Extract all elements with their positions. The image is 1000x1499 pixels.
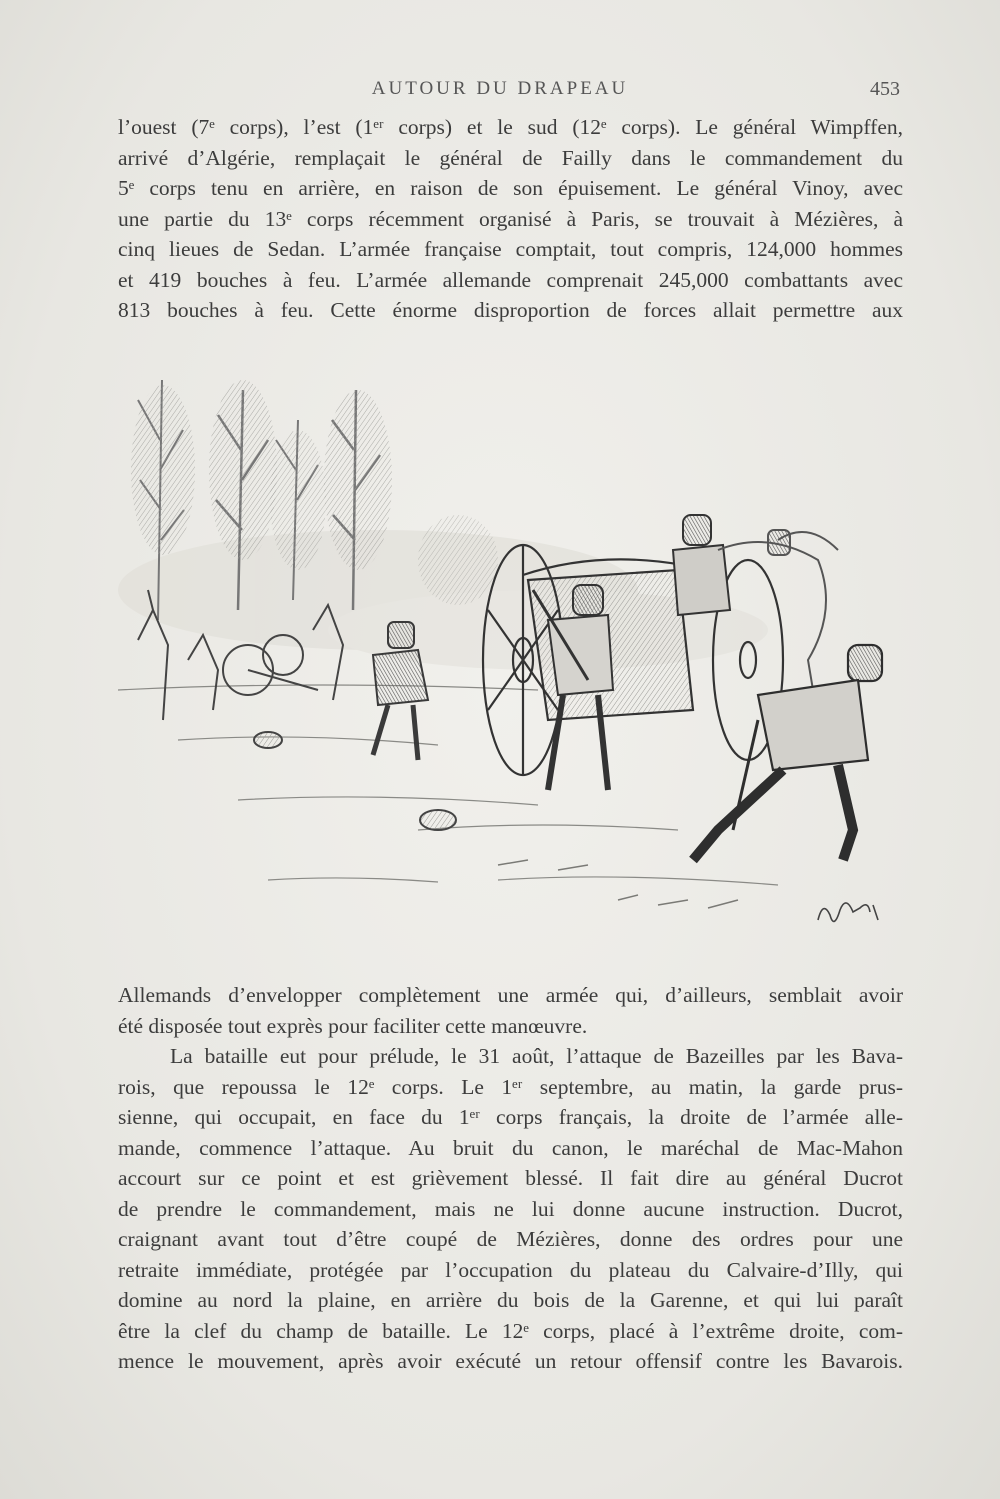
text-line: craignant avant tout d’être coupé de Mézières, donne des ordres pour une bbox=[118, 1227, 903, 1251]
running-head bbox=[0, 78, 1000, 108]
soldier-running-right bbox=[693, 645, 882, 860]
ground bbox=[118, 685, 778, 885]
text-line: La bataille eut pour prélude, le 31 août, l’attaque de Bazeilles par les Bava- bbox=[170, 1044, 903, 1068]
text-line: de prendre le commandement, mais ne lui donne aucune instruction. Ducrot, bbox=[118, 1196, 903, 1221]
paragraph-bottom bbox=[118, 980, 903, 1377]
running-title: AUTOUR DU DRAPEAU bbox=[371, 78, 629, 99]
text-line: mande, commence l’attaque. Au bruit du canon, le maréchal de Mac-Mahon bbox=[118, 1135, 903, 1160]
text-line: mence le mouvement, après avoir exécuté un retour offensif contre les Bavarois. bbox=[118, 1349, 903, 1373]
text-line: retraite immédiate, protégée par l’occupation du plateau du Calvaire-d’Illy, qui bbox=[118, 1257, 903, 1282]
driver-on-wagon bbox=[673, 515, 730, 615]
text-line: être la clef du champ de bataille. Le 12ᵉ corps, placé à l’extrême droite, com- bbox=[118, 1318, 903, 1343]
text-line: sienne, qui occupait, en face du 1ᵉʳ corps français, la droite de l’armée alle- bbox=[118, 1105, 903, 1129]
artist-signature bbox=[818, 903, 878, 921]
text-line: cinq lieues de Sedan. L’armée française comptait, tout compris, 124,000 hommes bbox=[118, 237, 903, 261]
text-line: Allemands d’envelopper complètement une armée qui, d’ailleurs, semblait avoir bbox=[118, 983, 903, 1007]
paragraph-top bbox=[118, 112, 903, 326]
foreground-strokes bbox=[498, 860, 738, 908]
page-number: 453 bbox=[870, 78, 900, 100]
text-line: été disposée tout exprès pour faciliter cette manœuvre. bbox=[118, 1013, 588, 1038]
text-line: 813 bouches à feu. Cette énorme disproportion de forces allait permettre aux bbox=[118, 298, 903, 322]
illustration-drawing bbox=[118, 360, 908, 950]
text-line: l’ouest (7ᵉ corps), l’est (1ᵉʳ corps) et le sud (12ᵉ corps). Le général Wimpffen, bbox=[118, 115, 903, 139]
text-line: domine au nord la plaine, en arrière du bois de la Garenne, et qui lui paraît bbox=[118, 1288, 903, 1312]
text-line: 5ᵉ corps tenu en arrière, en raison de son épuisement. Le général Vinoy, avec bbox=[118, 176, 903, 200]
text-line: une partie du 13ᵉ corps récemment organisé à Paris, se trouvait à Mézières, à bbox=[118, 206, 903, 231]
text-line: rois, que repoussa le 12ᵉ corps. Le 1ᵉʳ septembre, au matin, la garde prus- bbox=[118, 1074, 903, 1099]
text-line: arrivé d’Algérie, remplaçait le général de Failly dans le commandement du bbox=[118, 145, 903, 170]
text-line: accourt sur ce point et est grièvement blessé. Il fait dire au général Ducrot bbox=[118, 1166, 903, 1190]
fallen-equipment bbox=[254, 732, 456, 830]
battle-illustration bbox=[118, 360, 908, 950]
text-line: et 419 bouches à feu. L’armée allemande comprenait 245,000 combattants avec bbox=[118, 267, 903, 292]
